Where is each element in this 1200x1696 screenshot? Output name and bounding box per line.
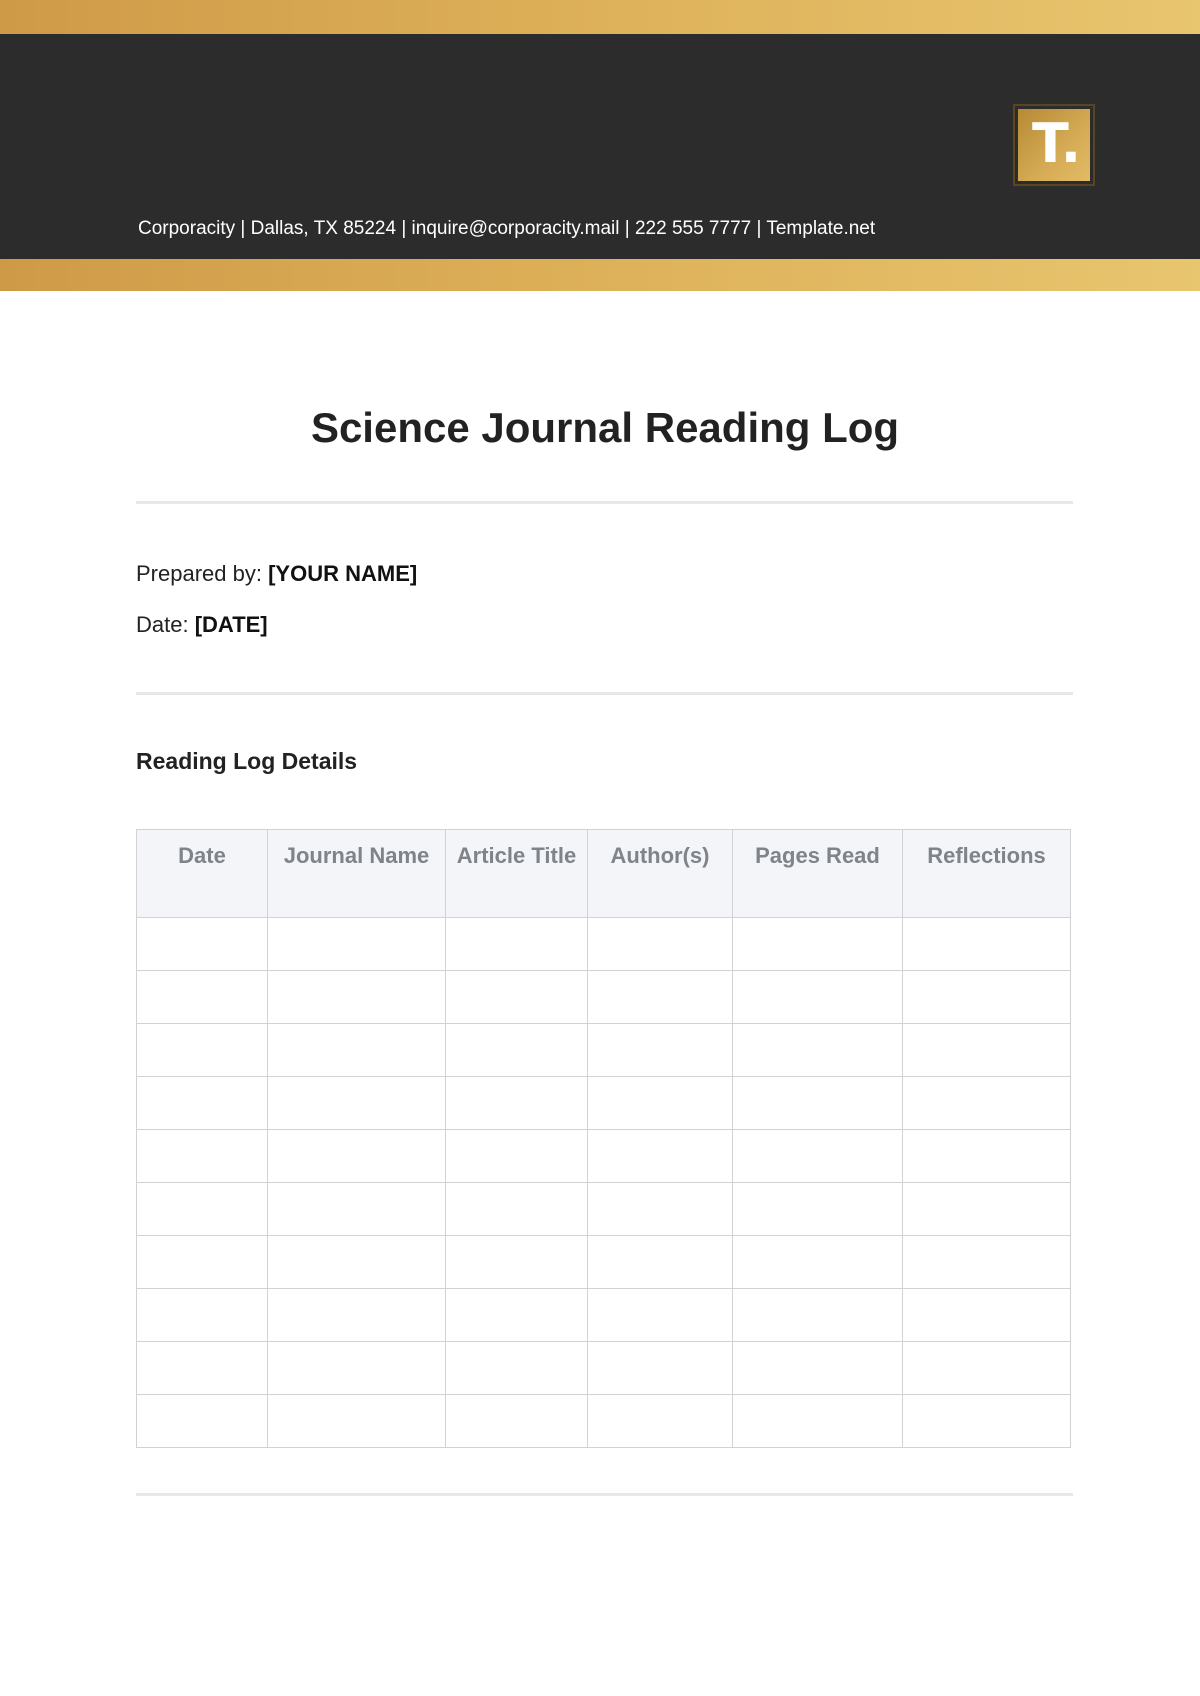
page-title: Science Journal Reading Log (310, 404, 900, 451)
contact-line: Corporacity | Dallas, TX 85224 | inquire@corporacity.mail | 222 555 7777 | Template.net (138, 218, 876, 239)
cell-date[interactable] (137, 1289, 268, 1342)
table-row (137, 1342, 1071, 1395)
divider (136, 501, 1073, 504)
cell-journal-name[interactable] (268, 1024, 446, 1077)
cell-authors[interactable] (588, 1130, 733, 1183)
cell-reflections[interactable] (903, 971, 1071, 1024)
cell-pages-read[interactable] (733, 1024, 903, 1077)
logo-letter: T. (1032, 112, 1082, 175)
cell-article-title[interactable] (446, 971, 588, 1024)
cell-journal-name[interactable] (268, 1077, 446, 1130)
cell-authors[interactable] (588, 1395, 733, 1448)
cell-pages-read[interactable] (733, 918, 903, 971)
bottom-gold-band (0, 259, 1200, 291)
cell-journal-name[interactable] (268, 918, 446, 971)
cell-date[interactable] (137, 1130, 268, 1183)
divider (136, 1493, 1073, 1496)
cell-article-title[interactable] (446, 1289, 588, 1342)
table-row (137, 1395, 1071, 1448)
cell-pages-read[interactable] (733, 1289, 903, 1342)
cell-pages-read[interactable] (733, 1130, 903, 1183)
table-row (137, 918, 1071, 971)
cell-date[interactable] (137, 1024, 268, 1077)
cell-authors[interactable] (588, 1289, 733, 1342)
cell-date[interactable] (137, 1077, 268, 1130)
cell-article-title[interactable] (446, 918, 588, 971)
table-row (137, 1077, 1071, 1130)
cell-date[interactable] (137, 918, 268, 971)
date-label: Date: (136, 612, 189, 637)
cell-authors[interactable] (588, 1183, 733, 1236)
cell-journal-name[interactable] (268, 1289, 446, 1342)
section-title: Reading Log Details (136, 748, 358, 774)
table-header-row (137, 830, 1071, 918)
cell-authors[interactable] (588, 1236, 733, 1289)
cell-date[interactable] (137, 1183, 268, 1236)
cell-article-title[interactable] (446, 1130, 588, 1183)
cell-reflections[interactable] (903, 1077, 1071, 1130)
cell-pages-read[interactable] (733, 1342, 903, 1395)
cell-article-title[interactable] (446, 1342, 588, 1395)
cell-article-title[interactable] (446, 1183, 588, 1236)
date-value: [DATE] (194, 612, 268, 637)
cell-date[interactable] (137, 1236, 268, 1289)
cell-journal-name[interactable] (268, 1395, 446, 1448)
cell-date[interactable] (137, 1342, 268, 1395)
cell-reflections[interactable] (903, 1236, 1071, 1289)
table-row (137, 1024, 1071, 1077)
prepared-by-value: [YOUR NAME] (268, 561, 418, 586)
cell-reflections[interactable] (903, 1395, 1071, 1448)
cell-article-title[interactable] (446, 1077, 588, 1130)
table-row (137, 971, 1071, 1024)
cell-date[interactable] (137, 1395, 268, 1448)
letterhead-band (0, 34, 1200, 259)
cell-reflections[interactable] (903, 1130, 1071, 1183)
reading-log-table (136, 829, 1071, 1448)
table-row (137, 1236, 1071, 1289)
top-gold-band (0, 0, 1200, 34)
logo-tile (1018, 109, 1090, 181)
prepared-by-line (136, 561, 417, 587)
table-row (137, 1289, 1071, 1342)
company-logo (1013, 104, 1095, 186)
cell-article-title[interactable] (446, 1236, 588, 1289)
cell-pages-read[interactable] (733, 1236, 903, 1289)
cell-reflections[interactable] (903, 918, 1071, 971)
cell-article-title[interactable] (446, 1395, 588, 1448)
cell-pages-read[interactable] (733, 1183, 903, 1236)
column-header-date: Date (137, 830, 268, 918)
cell-authors[interactable] (588, 1342, 733, 1395)
table-row (137, 1183, 1071, 1236)
cell-journal-name[interactable] (268, 1236, 446, 1289)
table-body (137, 918, 1071, 1448)
column-header-reflections: Reflections (903, 830, 1071, 918)
cell-reflections[interactable] (903, 1342, 1071, 1395)
divider (136, 692, 1073, 695)
cell-pages-read[interactable] (733, 1077, 903, 1130)
cell-pages-read[interactable] (733, 1395, 903, 1448)
column-header-pages-read: Pages Read (733, 830, 903, 918)
cell-reflections[interactable] (903, 1183, 1071, 1236)
column-header-article-title: Article Title (446, 830, 588, 918)
cell-authors[interactable] (588, 1024, 733, 1077)
date-line (136, 612, 268, 638)
column-header-journal-name: Journal Name (268, 830, 446, 918)
cell-authors[interactable] (588, 971, 733, 1024)
cell-reflections[interactable] (903, 1289, 1071, 1342)
cell-pages-read[interactable] (733, 971, 903, 1024)
cell-reflections[interactable] (903, 1024, 1071, 1077)
column-header-authors: Author(s) (588, 830, 733, 918)
cell-article-title[interactable] (446, 1024, 588, 1077)
cell-date[interactable] (137, 971, 268, 1024)
cell-journal-name[interactable] (268, 1342, 446, 1395)
cell-journal-name[interactable] (268, 1183, 446, 1236)
cell-authors[interactable] (588, 918, 733, 971)
table-row (137, 1130, 1071, 1183)
prepared-by-label: Prepared by: (136, 561, 262, 586)
cell-journal-name[interactable] (268, 971, 446, 1024)
cell-authors[interactable] (588, 1077, 733, 1130)
cell-journal-name[interactable] (268, 1130, 446, 1183)
